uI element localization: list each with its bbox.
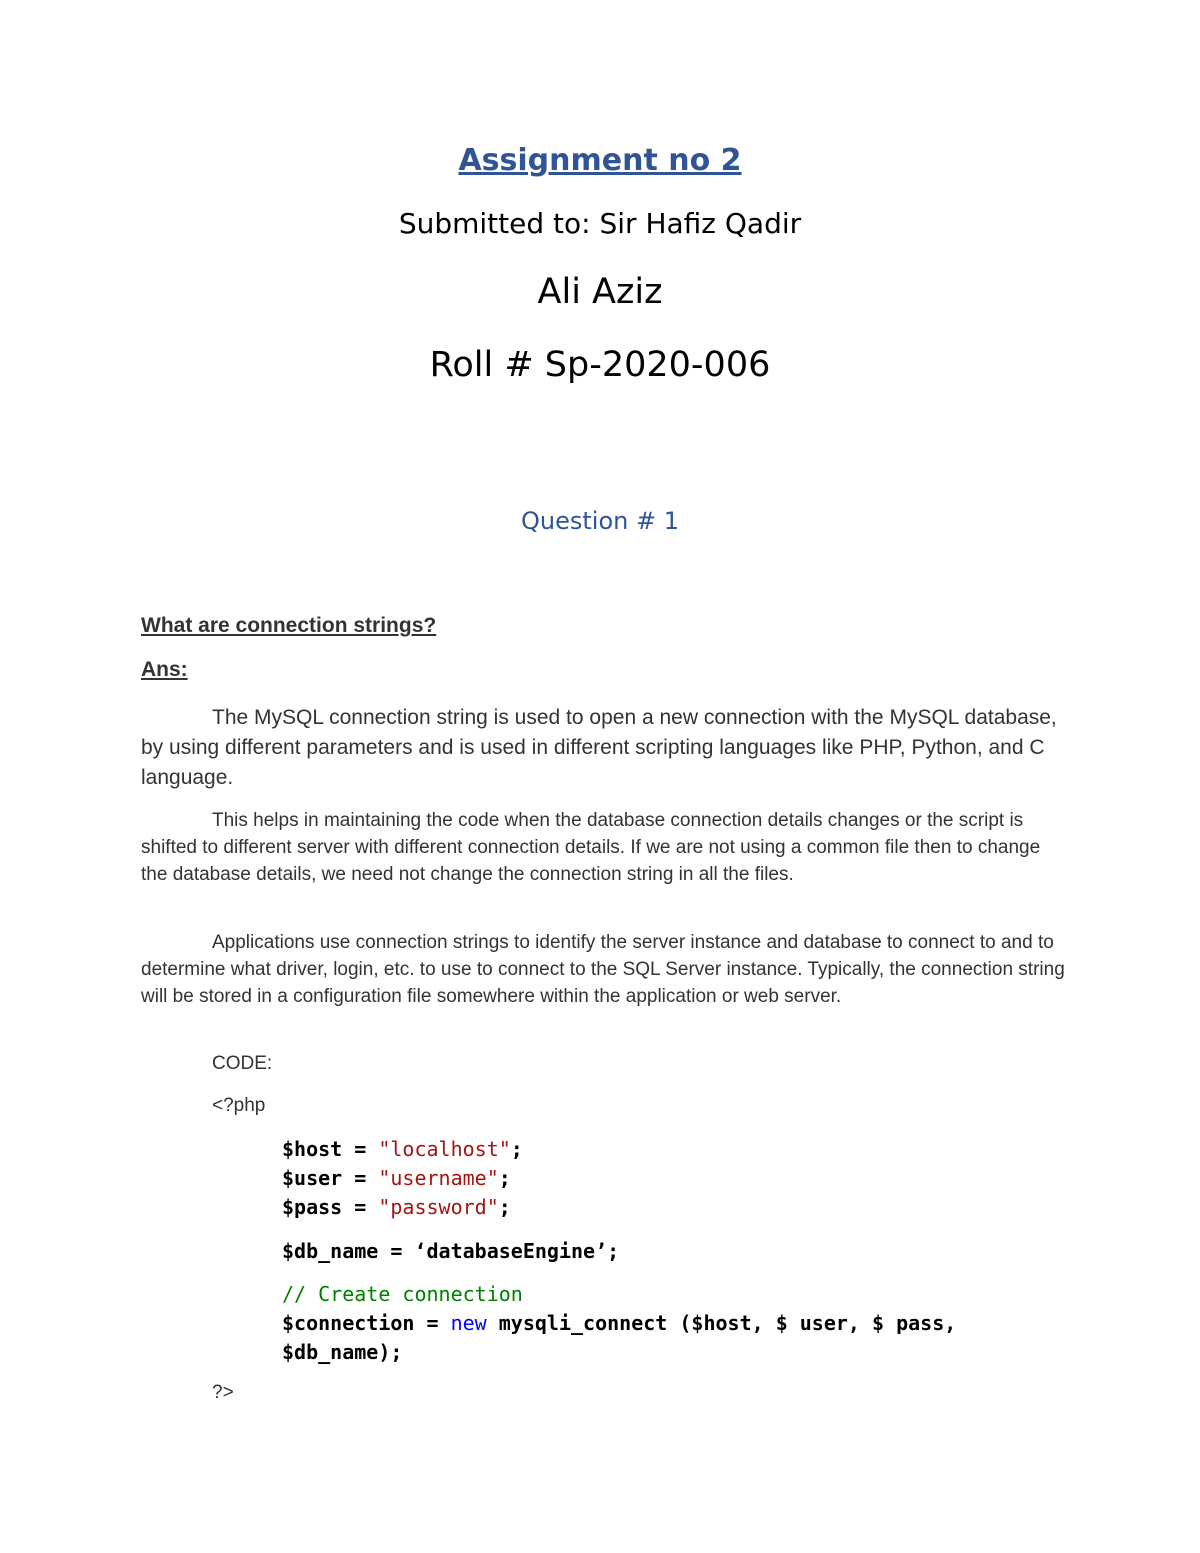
roll-number: Roll # Sp-2020-006 [429,345,771,385]
code-connect-continuation: $db_name); [282,1340,403,1364]
code-block-connection [282,1280,956,1367]
code-new-keyword: new [450,1311,487,1335]
code-user-value: "username" [378,1166,499,1190]
php-close-tag: ?> [212,1382,234,1403]
question-heading: What are connection strings? [141,614,437,637]
code-user-var: $user = [282,1166,379,1190]
paragraph-3: Applications use connection strings to identify the server instance and database to connect to and to determine what driver, login, etc. to use to connect to the SQL Server instance. Typically, the connection string will be stored in a configuration file somewhere within the application or web server. [141,932,1065,1007]
paragraph-1: The MySQL connection string is used to open a new connection with the MySQL database, by using different parameters and is used in different scripting languages like PHP, Python, and C language. [141,706,1057,789]
code-block-variables [282,1135,523,1222]
assignment-title: Assignment no 2 [458,143,742,178]
code-connection-var: $connection = [282,1311,451,1335]
code-comment: // Create connection [282,1282,523,1306]
code-connect-call: mysqli_connect ($host, $ user, $ pass, [486,1311,957,1335]
submitted-to: Submitted to: Sir Hafiz Qadir [398,207,802,240]
answer-label: Ans: [141,658,188,681]
code-semicolon: ; [498,1195,511,1219]
code-pass-var: $pass = [282,1195,379,1219]
question-label: Question # 1 [521,507,679,535]
code-host-value: "localhost" [378,1137,511,1161]
student-name: Ali Aziz [537,272,663,312]
code-label: CODE: [212,1053,273,1074]
code-db-name-line: $db_name = ‘databaseEngine’; [282,1239,620,1263]
code-semicolon: ; [510,1137,523,1161]
paragraph-2: This helps in maintaining the code when the database connection details changes or the script is shifted to different server with different connection details. If we are not using a common file then to change the database details, we need not change the connection string in all the files. [141,810,1041,885]
code-pass-value: "password" [378,1195,499,1219]
code-host-var: $host = [282,1137,379,1161]
php-open-tag: <?php [212,1095,266,1116]
code-semicolon: ; [498,1166,511,1190]
